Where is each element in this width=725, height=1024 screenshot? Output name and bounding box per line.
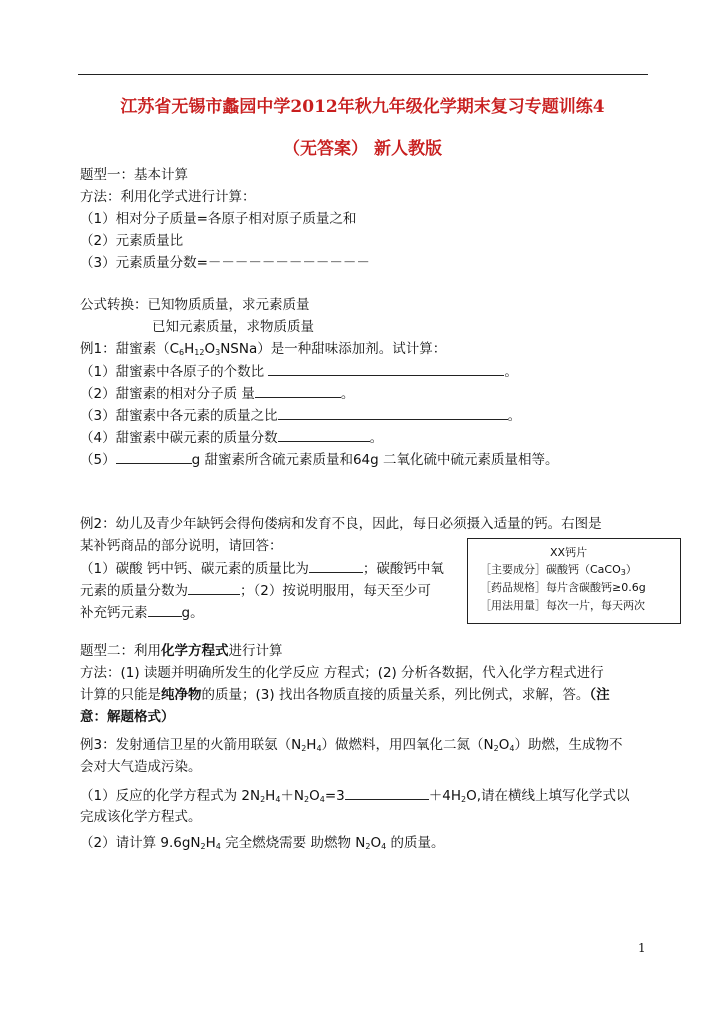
question-line: （4）甜蜜素中碳元素的质量分数 。 xyxy=(80,427,383,448)
product-label-title: XX钙片 xyxy=(550,546,588,559)
example-2-line: 补充钙元素 g。 xyxy=(80,602,204,623)
product-label-row: ［主要成分］碳酸钙（CaCO$_3$） xyxy=(480,563,637,577)
section-heading-2: 题型二：利用化学方程式进行计算 xyxy=(80,643,283,659)
example-2-line: 例2：幼儿及青少年缺钙会得佝偻病和发育不良，因此，每日必须摄入适量的钙。右图是 xyxy=(80,516,602,532)
question-line: （2）甜蜜素的相对分子质 量 。 xyxy=(80,383,354,404)
product-label-row: ［药品规格］每片含碳酸钙≥0.6g xyxy=(480,581,646,594)
page-number: 1 xyxy=(638,941,646,955)
method-line: 计算的只能是纯净物的质量；(3) 找出各物质直接的质量关系，列比例式，求解，答。（注 xyxy=(80,687,610,703)
answer-blank[interactable] xyxy=(278,405,508,420)
answer-blank[interactable] xyxy=(268,361,504,376)
list-item: （2）元素质量比 xyxy=(80,233,184,249)
example-3-line: 完成该化学方程式。 xyxy=(80,809,202,825)
example-2-line: 元素的质量分数为 ；（2）按说明服用，每天至少可 xyxy=(80,580,431,601)
product-label-row: ［用法用量］每次一片，每天两次 xyxy=(480,599,645,612)
example-2-line: 某补钙商品的部分说明，请回答： xyxy=(80,538,283,554)
example-1-intro: 例1：甜蜜素$(C_6H_{12}O_3NSNa)$是一种甜味添加剂。试计算： xyxy=(80,341,447,357)
method-line: 意：解题格式） xyxy=(80,709,175,725)
example-2-line: （1）碳酸 钙中钙、碳元素的质量比为 ；碳酸钙中氧 xyxy=(80,558,444,579)
answer-blank[interactable] xyxy=(309,558,363,573)
section-heading-1: 题型一：基本计算 xyxy=(80,167,188,183)
method-line: 方法：利用化学式进行计算： xyxy=(80,189,256,205)
example-3-line: 例3：发射通信卫星的火箭用联氨$(N_2H_4)$做燃料，用四氧化二氮$(N_2O_4)$助燃，生成物不 xyxy=(80,737,623,753)
answer-blank[interactable] xyxy=(116,449,192,464)
answer-blank[interactable] xyxy=(345,785,429,800)
list-item: （3）元素质量分数=－－－－－－－－－－－－ xyxy=(80,255,370,271)
question-line: （5） g 甜蜜素所含硫元素质量和64g 二氧化硫中硫元素质量相等。 xyxy=(80,449,559,470)
answer-blank[interactable] xyxy=(188,580,240,595)
answer-blank[interactable] xyxy=(278,427,370,442)
document-subtitle: （无答案） 新人教版 xyxy=(283,139,442,159)
document-title: 江苏省无锡市蠡园中学2012年秋九年级化学期末复习专题训练4 xyxy=(120,97,605,117)
example-3-line: （2）请计算 $9.6gN_2H_4$ 完全燃烧需要 助燃物 $N_2O_4$ 的质量。 xyxy=(80,835,445,851)
list-item: （1）相对分子质量=各原子相对原子质量之和 xyxy=(80,211,357,227)
formula-line: 公式转换：已知物质质量，求元素质量 xyxy=(80,297,310,313)
header-rule xyxy=(78,74,648,75)
product-label-box xyxy=(467,538,681,624)
answer-blank[interactable] xyxy=(148,602,182,617)
answer-blank[interactable] xyxy=(255,383,341,398)
example-3-line: （1）反应的化学方程式为 $2N_2H_4+N_2O_4=3 +4H_2O$,请在横线上填写化学式以 xyxy=(80,785,630,806)
example-3-line: 会对大气造成污染。 xyxy=(80,759,202,775)
question-line: （1）甜蜜素中各原子的个数比 。 xyxy=(80,361,518,382)
formula-line: 已知元素质量，求物质质量 xyxy=(152,319,314,335)
question-line: （3）甜蜜素中各元素的质量之比 。 xyxy=(80,405,521,426)
method-line: 方法：(1) 读题并明确所发生的化学反应 方程式；(2) 分析各数据，代入化学方程式进行 xyxy=(80,665,604,681)
